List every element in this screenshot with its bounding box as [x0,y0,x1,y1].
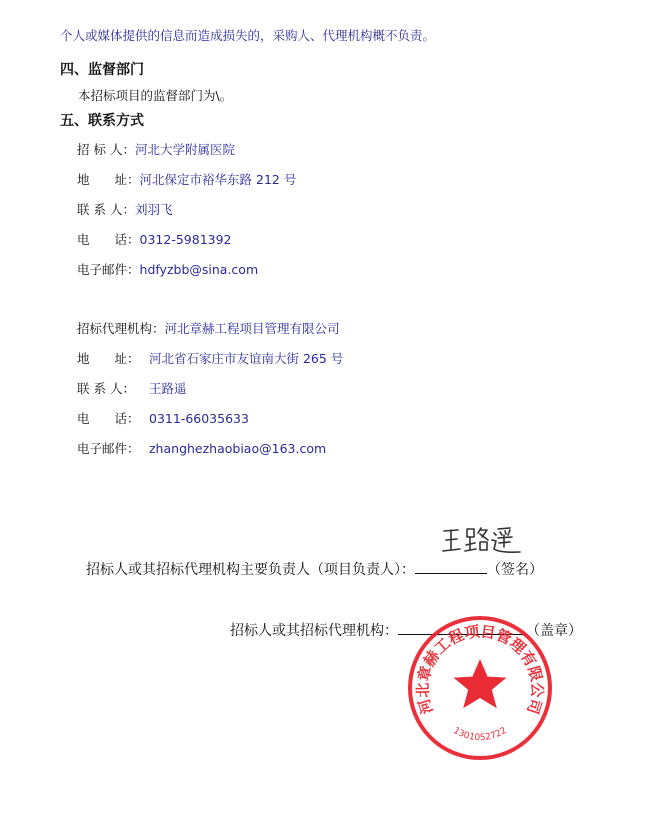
tenderer-phone: 0312-5981392 [139,232,232,247]
agency-contact: 王路遥 [149,381,187,396]
tenderer-email-row [77,260,258,278]
tenderer-email-label: 电子邮件： [77,262,140,277]
agency-email-label: 电子邮件： [77,441,140,456]
agency-email[interactable]: zhanghezhaobiao@163.com [149,441,327,456]
agency-phone-row [77,409,249,427]
agency-contact-label: 联 系 人： [77,381,135,396]
tenderer-email[interactable]: hdfyzbb@sina.com [139,262,259,277]
agency-email-row [77,439,326,457]
org-label: 招标人或其招标代理机构： [230,623,398,639]
tenderer-address-label: 地 址： [77,172,140,187]
responsible-label: 招标人或其招标代理机构主要负责人（项目负责人）： [86,562,415,578]
signature-blank[interactable] [415,559,487,574]
tenderer-name: 河北大学附属医院 [134,142,235,157]
agency-name-row [77,319,340,337]
tenderer-name-label: 招 标 人： [77,142,135,157]
responsible-signature-line [86,559,543,579]
org-suffix: （盖章） [526,623,582,639]
tenderer-address-row [77,170,296,188]
handwritten-signature [440,523,530,559]
agency-address: 河北省石家庄市友谊南大街 265 号 [149,351,344,366]
tenderer-contact-row [77,200,172,218]
agency-phone: 0311-66035633 [149,411,249,426]
intro-line: 个人或媒体提供的信息而造成损失的，采购人、代理机构概不负责。 [60,28,436,43]
agency-phone-label: 电 话： [77,411,140,426]
section-4-text: 本招标项目的监督部门为\。 [78,88,233,103]
agency-address-label: 地 址： [77,351,140,366]
tenderer-contact: 刘羽飞 [134,202,173,217]
tenderer-phone-label: 电 话： [77,232,140,247]
company-seal [405,613,555,763]
tenderer-address: 河北保定市裕华东路 212 号 [139,172,297,187]
svg-text:1301052722: 1301052722 [451,725,509,744]
agency-name-label: 招标代理机构： [77,321,165,336]
agency-name: 河北章赫工程项目管理有限公司 [164,321,340,336]
section-4-heading: 四、监督部门 [60,62,144,78]
section-5-heading: 五、联系方式 [60,113,144,129]
tenderer-name-row [77,140,235,158]
svg-text:河北章赫工程项目管理有限公司: 河北章赫工程项目管理有限公司 [413,622,547,717]
tenderer-contact-label: 联 系 人： [77,202,135,217]
responsible-suffix: （签名） [487,562,543,578]
tenderer-phone-row [77,230,232,248]
agency-contact-row [77,379,187,397]
agency-address-row [77,349,343,367]
